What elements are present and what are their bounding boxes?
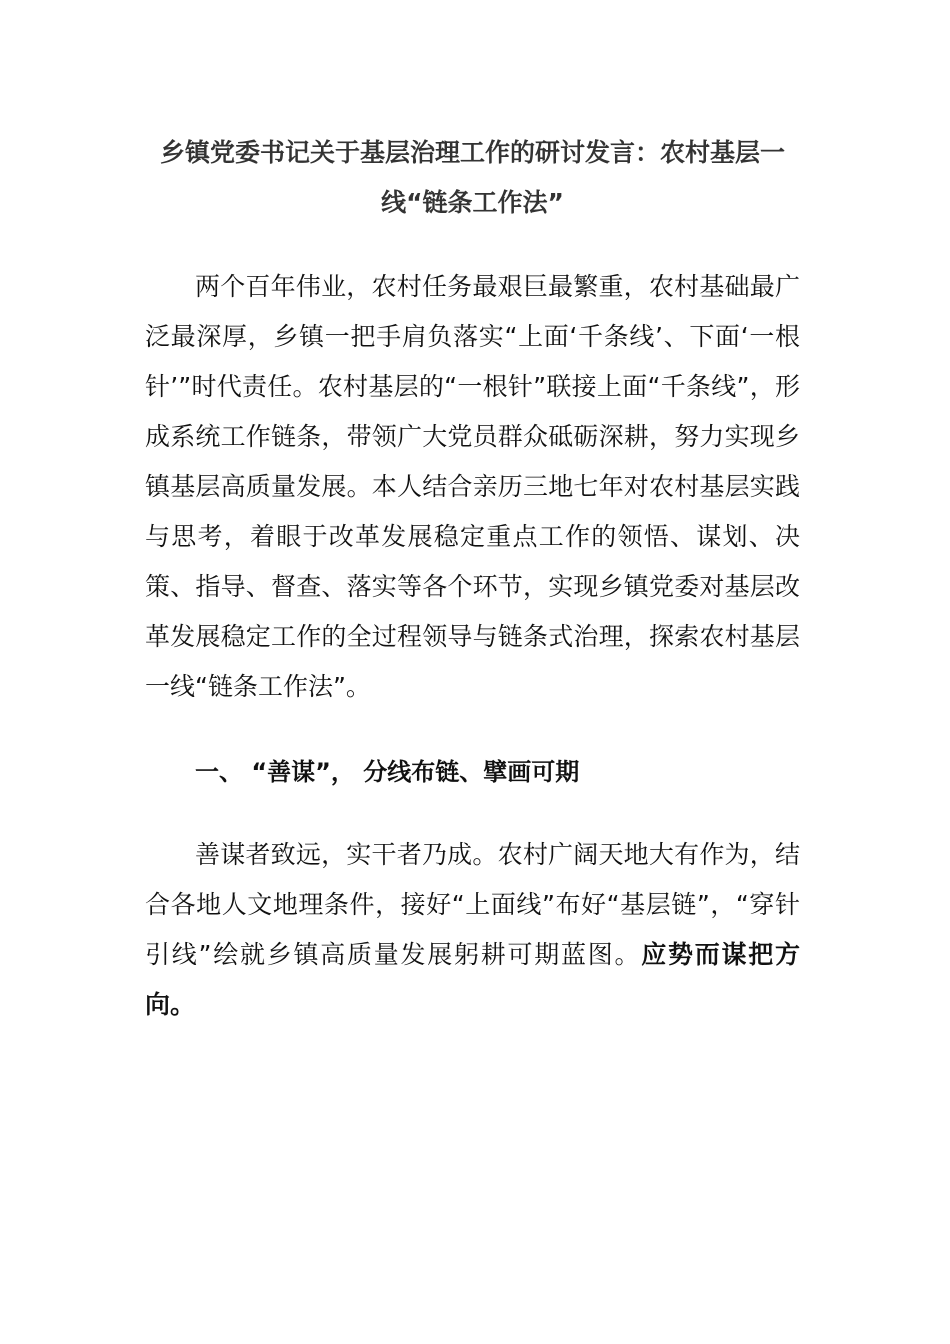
- intro-paragraph: 两个百年伟业，农村任务最艰巨最繁重，农村基础最广泛最深厚，乡镇一把手肩负落实“上面‘千条线’、下面‘一根针’”时代责任。农村基层的“一根针”联接上面“千条线”，形成系统工作链条，带领广大党员群众砥砺深耕，努力实现乡镇基层高质量发展。本人结合亲历三地七年对农村基层实践与思考，着眼于改革发展稳定重点工作的领悟、谋划、决策、指导、督查、落实等各个环节，实现乡镇党委对基层改革发展稳定工作的全过程领导与链条式治理，探索农村基层一线“链条工作法”。: [145, 272, 800, 701]
- section-paragraph: [145, 830, 800, 1030]
- section-heading: 一、 “善谋”， 分线布链、擘画可期: [195, 758, 580, 786]
- section-paragraph-text: 善谋者致远，实干者乃成。农村广阔天地大有作为，结合各地人文地理条件，接好“上面线”布好“基层链”，“穿针引线”绘就乡镇高质量发展躬耕可期蓝图。: [145, 840, 800, 969]
- document-title: 乡镇党委书记关于基层治理工作的研讨发言：农村基层一线“链条工作法”: [159, 138, 785, 217]
- section-paragraph-emphasis: 应势而谋把方向。: [145, 940, 800, 1019]
